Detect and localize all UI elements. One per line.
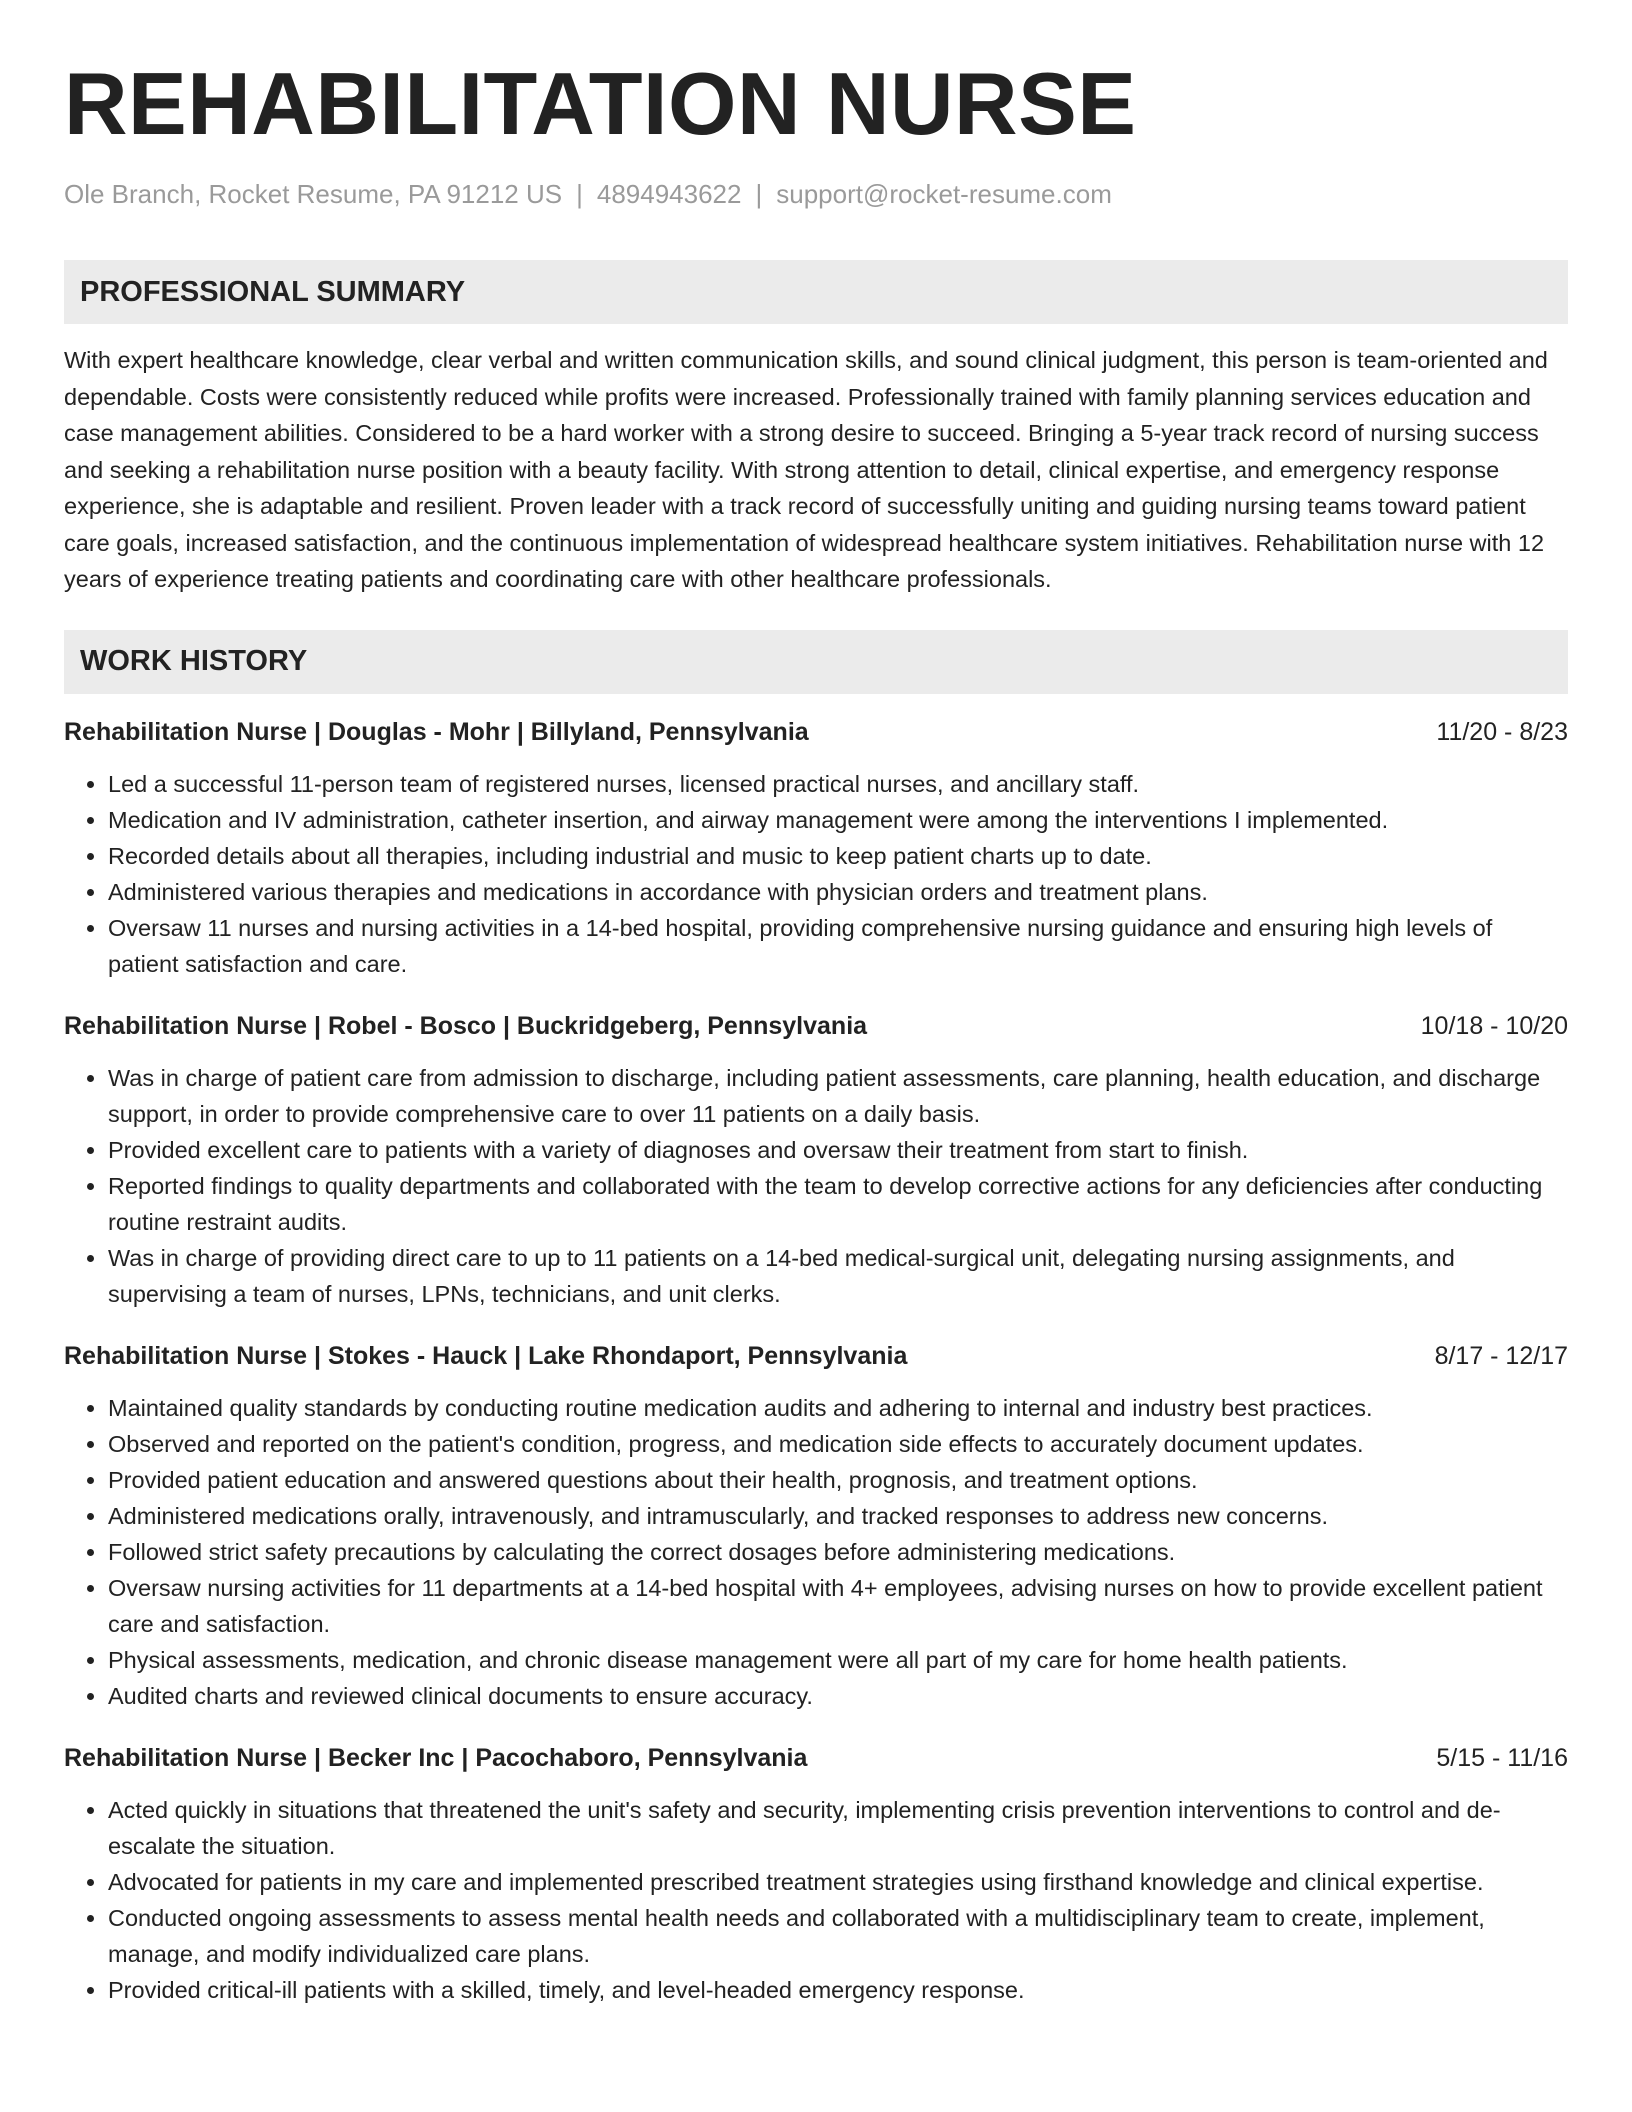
job-bullet: • Medication and IV administration, catheter insertion, and airway management were among the interventions I implemented. bbox=[108, 802, 1568, 838]
job-header bbox=[64, 714, 1568, 750]
job-bullet: • Advocated for patients in my care and implemented prescribed treatment strategies using firsthand knowledge and clinical expertise. bbox=[108, 1864, 1568, 1900]
job-bullet: • Provided patient education and answered questions about their health, prognosis, and treatment options. bbox=[108, 1462, 1568, 1498]
job-bullet: • Audited charts and reviewed clinical documents to ensure accuracy. bbox=[108, 1678, 1568, 1714]
job-dates: 11/20 - 8/23 bbox=[1436, 717, 1568, 746]
job-bullet: • Administered medications orally, intravenously, and intramuscularly, and tracked responses to address new concerns. bbox=[108, 1498, 1568, 1534]
job-entry bbox=[64, 1338, 1568, 1714]
job-bullet-list bbox=[64, 1390, 1568, 1714]
job-bullet: • Was in charge of providing direct care to up to 11 patients on a 14-bed medical-surgical unit, delegating nursing assignments, and supervising a team of nurses, LPNs, technicians, and unit clerks. bbox=[108, 1240, 1568, 1312]
job-bullet-list bbox=[64, 1060, 1568, 1312]
job-bullet: • Oversaw nursing activities for 11 departments at a 14-bed hospital with 4+ employees, advising nurses on how to provide excellent patient care and satisfaction. bbox=[108, 1570, 1568, 1642]
summary-heading: PROFESSIONAL SUMMARY bbox=[64, 260, 1568, 324]
job-title: Rehabilitation Nurse | Stokes - Hauck | Lake Rhondaport, Pennsylvania bbox=[64, 1341, 908, 1370]
job-bullet: • Oversaw 11 nurses and nursing activities in a 14-bed hospital, providing comprehensive nursing guidance and ensuring high levels of patient satisfaction and care. bbox=[108, 910, 1568, 982]
resume-page bbox=[64, 56, 1568, 2008]
job-title: Rehabilitation Nurse | Robel - Bosco | Buckridgeberg, Pennsylvania bbox=[64, 1011, 868, 1040]
contact-phone: 4894943622 bbox=[596, 179, 742, 209]
contact-line bbox=[64, 178, 1568, 210]
contact-address: Ole Branch, Rocket Resume, PA 91212 US bbox=[64, 179, 563, 209]
job-header bbox=[64, 1740, 1568, 1776]
job-bullet-list bbox=[64, 766, 1568, 982]
job-bullet: • Recorded details about all therapies, including industrial and music to keep patient charts up to date. bbox=[108, 838, 1568, 874]
contact-separator: | bbox=[755, 179, 763, 209]
job-bullet: • Was in charge of patient care from admission to discharge, including patient assessments, care planning, health education, and discharge support, in order to provide comprehensive care to over 11 patients on a daily basis. bbox=[108, 1060, 1568, 1132]
work-history-list bbox=[64, 714, 1568, 2008]
resume-name: REHABILITATION NURSE bbox=[64, 54, 1137, 153]
job-entry bbox=[64, 714, 1568, 982]
contact-email: support@rocket-resume.com bbox=[776, 179, 1112, 209]
job-header bbox=[64, 1008, 1568, 1044]
job-bullet: • Physical assessments, medication, and chronic disease management were all part of my care for home health patients. bbox=[108, 1642, 1568, 1678]
job-dates: 8/17 - 12/17 bbox=[1434, 1341, 1568, 1370]
job-bullet: • Acted quickly in situations that threatened the unit's safety and security, implementing crisis prevention interventions to control and de-escalate the situation. bbox=[108, 1792, 1568, 1864]
job-dates: 10/18 - 10/20 bbox=[1420, 1011, 1568, 1040]
job-entry bbox=[64, 1008, 1568, 1312]
job-bullet: • Observed and reported on the patient's condition, progress, and medication side effects to accurately document updates. bbox=[108, 1426, 1568, 1462]
job-bullet: • Followed strict safety precautions by calculating the correct dosages before administering medications. bbox=[108, 1534, 1568, 1570]
job-bullet: • Conducted ongoing assessments to assess mental health needs and collaborated with a multidisciplinary team to create, implement, manage, and modify individualized care plans. bbox=[108, 1900, 1568, 1972]
job-bullet: • Provided excellent care to patients with a variety of diagnoses and oversaw their treatment from start to finish. bbox=[108, 1132, 1568, 1168]
job-bullet: • Maintained quality standards by conducting routine medication audits and adhering to internal and industry best practices. bbox=[108, 1390, 1568, 1426]
contact-separator: | bbox=[576, 179, 583, 209]
job-dates: 5/15 - 11/16 bbox=[1436, 1743, 1568, 1772]
job-bullet: • Reported findings to quality departments and collaborated with the team to develop corrective actions for any deficiencies after conducting routine restraint audits. bbox=[108, 1168, 1568, 1240]
job-header bbox=[64, 1338, 1568, 1374]
job-bullet-list bbox=[64, 1792, 1568, 2008]
job-bullet: • Administered various therapies and medications in accordance with physician orders and treatment plans. bbox=[108, 874, 1568, 910]
job-bullet: • Provided critical-ill patients with a skilled, timely, and level-headed emergency response. bbox=[108, 1972, 1568, 2008]
job-title: Rehabilitation Nurse | Douglas - Mohr | Billyland, Pennsylvania bbox=[64, 717, 809, 746]
job-title: Rehabilitation Nurse | Becker Inc | Pacochaboro, Pennsylvania bbox=[64, 1743, 808, 1772]
job-bullet: • Led a successful 11-person team of registered nurses, licensed practical nurses, and ancillary staff. bbox=[108, 766, 1568, 802]
work-history-heading: WORK HISTORY bbox=[64, 630, 1568, 694]
summary-text: With expert healthcare knowledge, clear verbal and written communication skills, and sound clinical judgment, this person is team-oriented and dependable. Costs were consistently reduced while profits were increased. Professionally trained with family planning services education and case management abilities. Considered to be a hard worker with a strong desire to succeed. Bringing a 5-year track record of nursing success and seeking a rehabilitation nurse position with a beauty facility. With strong attention to detail, clinical expertise, and emergency response experience, she is adaptable and resilient. Proven leader with a track record of successfully uniting and guiding nursing teams toward patient care goals, increased satisfaction, and the continuous implementation of widespread healthcare system initiatives. Rehabilitation nurse with 12 years of experience treating patients and coordinating care with other healthcare professionals. bbox=[64, 347, 1548, 592]
job-entry bbox=[64, 1740, 1568, 2008]
